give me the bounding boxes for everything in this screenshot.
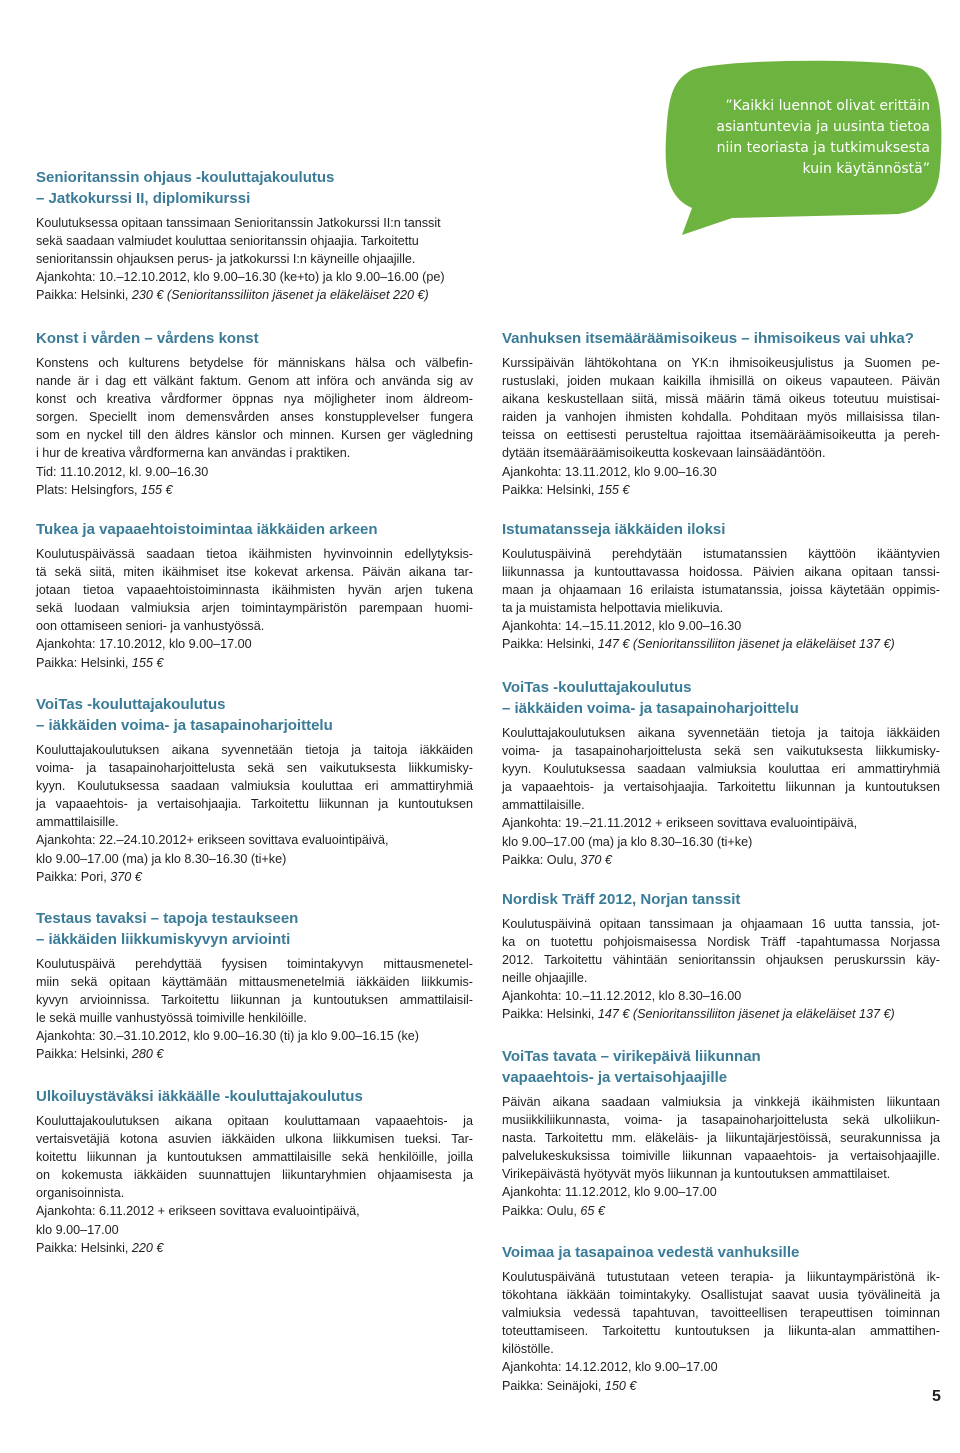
body-line: Tid: 11.10.2012, kl. 9.00–16.30 [36,464,209,479]
body-line: maan ja ohjaamaan 16 erilaista istumatanssia, joissa käytetään oppimis- [502,583,940,598]
section-title-line: – Jatkokurssi II, diplomikurssi [36,190,251,207]
section-title [36,1086,473,1107]
section-body [502,354,940,499]
body-line: Ajankohta: 30.–31.10.2012, klo 9.00–16.30 (ti) ja klo 9.00–16.15 (ke) [36,1029,419,1044]
section-title [502,1242,940,1263]
course-section [502,1046,940,1220]
body-line: palvelukeskuksissa toimiville liikunnan vapaaehtois- ja vertaisohjaajille. [502,1149,940,1164]
section-title [502,328,940,349]
course-section [502,1242,940,1395]
body-line: kyvyn arvioinnissa. Tarkoitettu liikunnan ja kuntoutuksen ammattilaisil- [36,993,473,1008]
section-title-line: Tukea ja vapaaehtoistoimintaa iäkkäiden arkeen [36,521,378,538]
body-line: Kouluttajakoulutuksen aikana syvennetään tietoja ja taitoja iäkkäiden [36,743,473,757]
body-line: teissa on eettisesti perusteltua rajoittaa itsemääräämisoikeutta ja pereh- [502,428,940,443]
place-line [36,1239,473,1257]
body-line: Kouluttajakoulutuksen aikana opitaan kouluttamaan vapaaehtois- ja [36,1114,473,1128]
quote-line: asiantuntevia ja uusinta tietoa [716,119,930,135]
place-line [502,1005,940,1023]
section-title-line: Testaus tavaksi – tapoja testaukseen [36,910,299,927]
body-line: kyyn. Koulutuksessa saadaan valmiuksia kouluttaa eri ammattiryhmiä [502,762,940,777]
body-line: Ajankohta: 6.11.2012 + erikseen sovittava evaluointipäivä, [36,1204,360,1219]
body-line: dytään itsemääräämisoikeutta koskevaan lainsäädäntöön. [502,446,826,461]
section-title-line: vapaaehtois- ja vertaisohjaajille [502,1069,728,1086]
place-line [502,481,940,499]
course-section [502,328,940,499]
section-title-line: Vanhuksen itsemääräämisoikeus – ihmisoikeus vai uhka? [502,330,914,347]
course-section [36,908,473,1064]
section-body [36,741,473,886]
place-line [36,868,473,886]
section-body [36,214,473,304]
section-body [36,354,473,499]
section-title [36,167,473,209]
course-section [502,677,940,869]
section-body [36,955,473,1064]
place-line [502,1377,940,1395]
quote-bubble [662,58,942,236]
section-title-line: – iäkkäiden liikkumiskyvyn arviointi [36,931,291,948]
quote-line: ”Kaikki luennot olivat erittäin [725,98,930,114]
body-line: Ajankohta: 10.–11.12.2012, klo 8.30–16.00 [502,989,742,1004]
body-line: miin sekä opitaan käyttämään mittausmenetelmiä iäkkäiden liikkumis- [36,975,473,990]
body-line: konst och kreativa vårdformer öppnas nya möjligheter inom äldreom- [36,392,473,407]
place-label: Paikka: Helsinki, [36,1240,132,1255]
body-line: liikunnassa ja kuntouttavassa hoidossa. Päivien aikana opitaan tanssi- [502,565,940,580]
section-title-line: Konst i vården – vårdens konst [36,330,259,347]
body-line: oon ottamiseen seniori- ja vanhustyössä. [36,619,265,634]
body-line: Koulutuksessa opitaan tanssimaan Senioritanssin Jatkokurssi II:n tanssit [36,216,441,230]
quote-text [662,96,930,180]
section-title-line: Ulkoiluystäväksi iäkkäälle -kouluttajakoulutus [36,1088,363,1105]
body-line: kyyn. Koulutuksessa saadaan valmiuksia kouluttaa eri ammattiryhmiä [36,779,473,794]
body-line: raiden ja vanhojen ihmisten kohdalla. Pohditaan myös millaisissa tilan- [502,410,940,425]
place-line [36,286,473,304]
place-line [36,481,473,499]
body-line: rustuslaki, joiden mukaan kaikilla ihmisillä on oikeus vapauteen. Päivän [502,374,940,389]
body-line: 2012. Tarkoitettu vähintään senioritanssin ohjauksen peruskurssin käy- [502,953,940,968]
course-section [36,167,473,304]
place-line [502,1202,940,1220]
quote-line: niin teoriasta ja tutkimuksesta [716,140,930,156]
body-line: senioritanssin ohjauksen perus- ja jatkokurssi I:n käyneille ohjaajille. [36,252,416,267]
body-line: Ajankohta: 11.12.2012, klo 9.00–17.00 [502,1185,717,1200]
price: 370 € [110,869,142,884]
body-line: klo 9.00–17.00 [36,1222,119,1237]
place-label: Paikka: Oulu, [502,1203,581,1218]
body-line: som en nyckel till den äldres känslor och minnen. Kursen ger vägledning [36,428,473,443]
body-line: koitettu liikunnan ja kuntoutuksen ammattilaisille sekä henkilöille, joilla [36,1150,473,1165]
place-line [502,851,940,869]
place-label: Paikka: Helsinki, [36,1047,132,1062]
body-line: Päivän aikana saadaan valmiuksia ja vinkkejä ikäihmisten liikuntaan [502,1095,940,1109]
place-label: Paikka: Oulu, [502,852,581,867]
section-body [502,915,940,1024]
body-line: ja vapaaehtois- ja vertaisohjaajia. Tarkoitettu liikunnan ja kuntoutuksen [36,797,473,812]
section-body [36,1112,473,1257]
body-line: jotaan tietoa vapaaehtoistoiminnasta ikäihmisten hyvän arjen tukena [36,583,473,598]
body-line: organisoinnista. [36,1186,125,1201]
body-line: nasta. Tarkoitettu mm. eläkeläis- ja liikuntajärjestöissä, seurakunnissa ja [502,1131,940,1146]
body-line: Virikepäivästä hyötyvät myös liikunnan ja kuntoutuksen ammattilaiset. [502,1167,891,1182]
body-line: Konstens och kulturens betydelse för människans hälsa och välbefin- [36,356,473,370]
body-line: ammattilaisille. [36,815,119,830]
section-title-line: VoiTas tavata – virikepäivä liikunnan [502,1048,761,1065]
place-label: Paikka: Helsinki, [36,288,132,303]
section-title-line: – iäkkäiden voima- ja tasapainoharjoittelu [502,700,799,717]
body-line: Kurssipäivän lähtökohtana on YK:n ihmisoikeusjulistus ja Suomen pe- [502,356,940,370]
place-label: Paikka: Helsinki, [502,637,598,652]
place-label: Paikka: Pori, [36,869,111,884]
body-line: ka on tuotettu pohjoismaisessa Nordisk Träff -tapahtumassa Norjassa [502,935,940,950]
price: 155 € [597,482,630,497]
body-line: Ajankohta: 13.11.2012, klo 9.00–16.30 [502,464,717,479]
course-section [36,519,473,672]
body-line: tökohtana iäkkään toimintakyky. Osallistujat saavat uusia työvälineitä ja [502,1288,940,1303]
section-body [502,724,940,869]
body-line: nande är i dag ett välkänt faktum. Genom att införa och använda sig av [36,374,473,389]
section-title-line: Senioritanssin ohjaus -kouluttajakoulutus [36,169,335,186]
body-line: Kouluttajakoulutuksen aikana syvennetään tietoja ja taitoja iäkkäiden [502,726,940,740]
price: 370 € [580,852,612,867]
body-line: klo 9.00–17.00 (ma) ja klo 8.30–16.30 (ti+ke) [36,851,287,866]
place-label: Paikka: Helsinki, [36,655,132,670]
price: 65 € [580,1203,605,1218]
section-title-line: VoiTas -kouluttajakoulutus [502,679,692,696]
price: 230 € (Senioritanssiliiton jäsenet ja eläkeläiset 220 €) [131,288,429,303]
section-title-line: Voimaa ja tasapainoa vedestä vanhuksille [502,1244,800,1261]
body-line: Koulutuspäivässä saadaan tietoa ikäihmisten hyvinvoinnin edellytyksis- [36,547,473,561]
section-title [36,519,473,540]
body-line: musiikkiliikunnasta, voima- ja tasapainoharjoittelusta sekä ulkoliikun- [502,1113,940,1128]
course-section [36,328,473,499]
body-line: aikana keskustellaan siitä, missä määrin tämä oikeus toteutuu muistisai- [502,392,940,407]
section-title-line: – iäkkäiden voima- ja tasapainoharjoittelu [36,717,333,734]
body-line: sekä luodaan valmiuksia arjen toimintaympäristön parempaan huomi- [36,601,473,616]
price: 220 € [131,1240,164,1255]
body-line: sekä saadaan valmiudet kouluttaa senioritanssin ohjaajia. Tarkoitettu [36,234,419,249]
section-title-line: Nordisk Träff 2012, Norjan tanssit [502,891,741,908]
section-title [36,694,473,736]
body-line: voima- ja tasapainoharjoittelusta sekä sen vaikutuksesta liikkumisky- [36,761,473,776]
section-title [502,677,940,719]
course-section [36,694,473,886]
course-section [502,889,940,1024]
section-title [36,908,473,950]
body-line: on kokemusta iäkkäiden suunnattujen liikuntaryhmien ohjaamisesta ja [36,1168,473,1183]
body-line: Koulutuspäivänä tutustutaan veteen terapia- ja liikuntaympäristönä ik- [502,1270,940,1284]
page-number: 5 [932,1388,941,1405]
section-title [502,889,940,910]
body-line: Ajankohta: 10.–12.10.2012, klo 9.00–16.30 (ke+to) ja klo 9.00–16.00 (pe) [36,270,445,285]
place-line [36,1045,473,1063]
price: 155 € [141,482,173,497]
section-title [36,328,473,349]
body-line: kilöstölle. [502,1342,554,1357]
place-label: Paikka: Seinäjoki, [502,1378,605,1393]
body-line: ta ja muistamista helpottavia mielikuvia. [502,601,724,616]
price: 280 € [131,1047,164,1062]
price: 155 € [131,655,164,670]
body-line: Ajankohta: 17.10.2012, klo 9.00–17.00 [36,637,252,652]
body-line: tä sekä siitä, miten ikäihmiset itse kokevat arkensa. Päivän aikana tar- [36,565,473,580]
section-body [36,545,473,672]
place-line [502,635,940,653]
body-line: Ajankohta: 22.–24.10.2012+ erikseen sovittava evaluointipäivä, [36,833,389,848]
body-line: Koulutuspäivä perehdyttää fyysisen toimintakyvyn mittausmenetel- [36,957,473,971]
body-line: vertaisvetäjiä kotona asuvien iäkkäiden ulkona liikkumisen tueksi. Tar- [36,1132,473,1147]
body-line: Ajankohta: 19.–21.11.2012 + erikseen sovittava evaluointipäivä, [502,816,858,831]
body-line: sorgen. Speciellt inom demensvården anses konstupplevelser fungera [36,410,473,425]
place-label: Plats: Helsingfors, [36,482,141,497]
body-line: toteuttamiseen. Tarkoitettu kuntoutuksen ja liikunta-alan ammattihen- [502,1324,940,1339]
course-section [502,519,940,654]
section-body [502,1268,940,1395]
body-line: valmiuksia vedessä tapahtuvan, tavoitteellisen terapeuttisen toiminnan [502,1306,940,1321]
place-label: Paikka: Helsinki, [502,1007,598,1022]
body-line: Koulutuspäivinä opitaan tanssimaan ja ohjaamaan 16 uutta tanssia, jot- [502,917,940,931]
place-line [36,654,473,672]
section-title [502,519,940,540]
place-label: Paikka: Helsinki, [502,482,598,497]
body-line: klo 9.00–17.00 (ma) ja klo 8.30–16.30 (ti+ke) [502,834,753,849]
section-title-line: VoiTas -kouluttajakoulutus [36,696,226,713]
body-line: ja vapaaehtois- ja vertaisohjaajia. Tarkoitettu liikunnan ja kuntoutuksen [502,780,940,795]
price: 150 € [604,1378,637,1393]
price: 147 € (Senioritanssiliiton jäsenet ja eläkeläiset 137 €) [597,637,895,652]
body-line: Ajankohta: 14.12.2012, klo 9.00–17.00 [502,1360,718,1375]
body-line: Koulutuspäivinä perehdytään istumatanssien käyttöön ikääntyvien [502,547,940,561]
section-title [502,1046,940,1088]
body-line: neille ohjaajille. [502,971,588,986]
body-line: voima- ja tasapainoharjoittelusta sekä sen vaikutuksesta liikkumisky- [502,744,940,759]
price: 147 € (Senioritanssiliiton jäsenet ja eläkeläiset 137 €) [597,1007,895,1022]
body-line: ammattilaisille. [502,798,585,813]
body-line: Ajankohta: 14.–15.11.2012, klo 9.00–16.30 [502,619,742,634]
section-body [502,545,940,654]
section-body [502,1093,940,1220]
course-section [36,1086,473,1257]
section-title-line: Istumatansseja iäkkäiden iloksi [502,521,726,538]
body-line: i hur de kreativa vårdformerna kan användas i praktiken. [36,446,351,461]
quote-line: kuin käytännöstä” [802,161,930,177]
body-line: le sekä muille vanhustyössä toimiville henkilöille. [36,1011,307,1026]
